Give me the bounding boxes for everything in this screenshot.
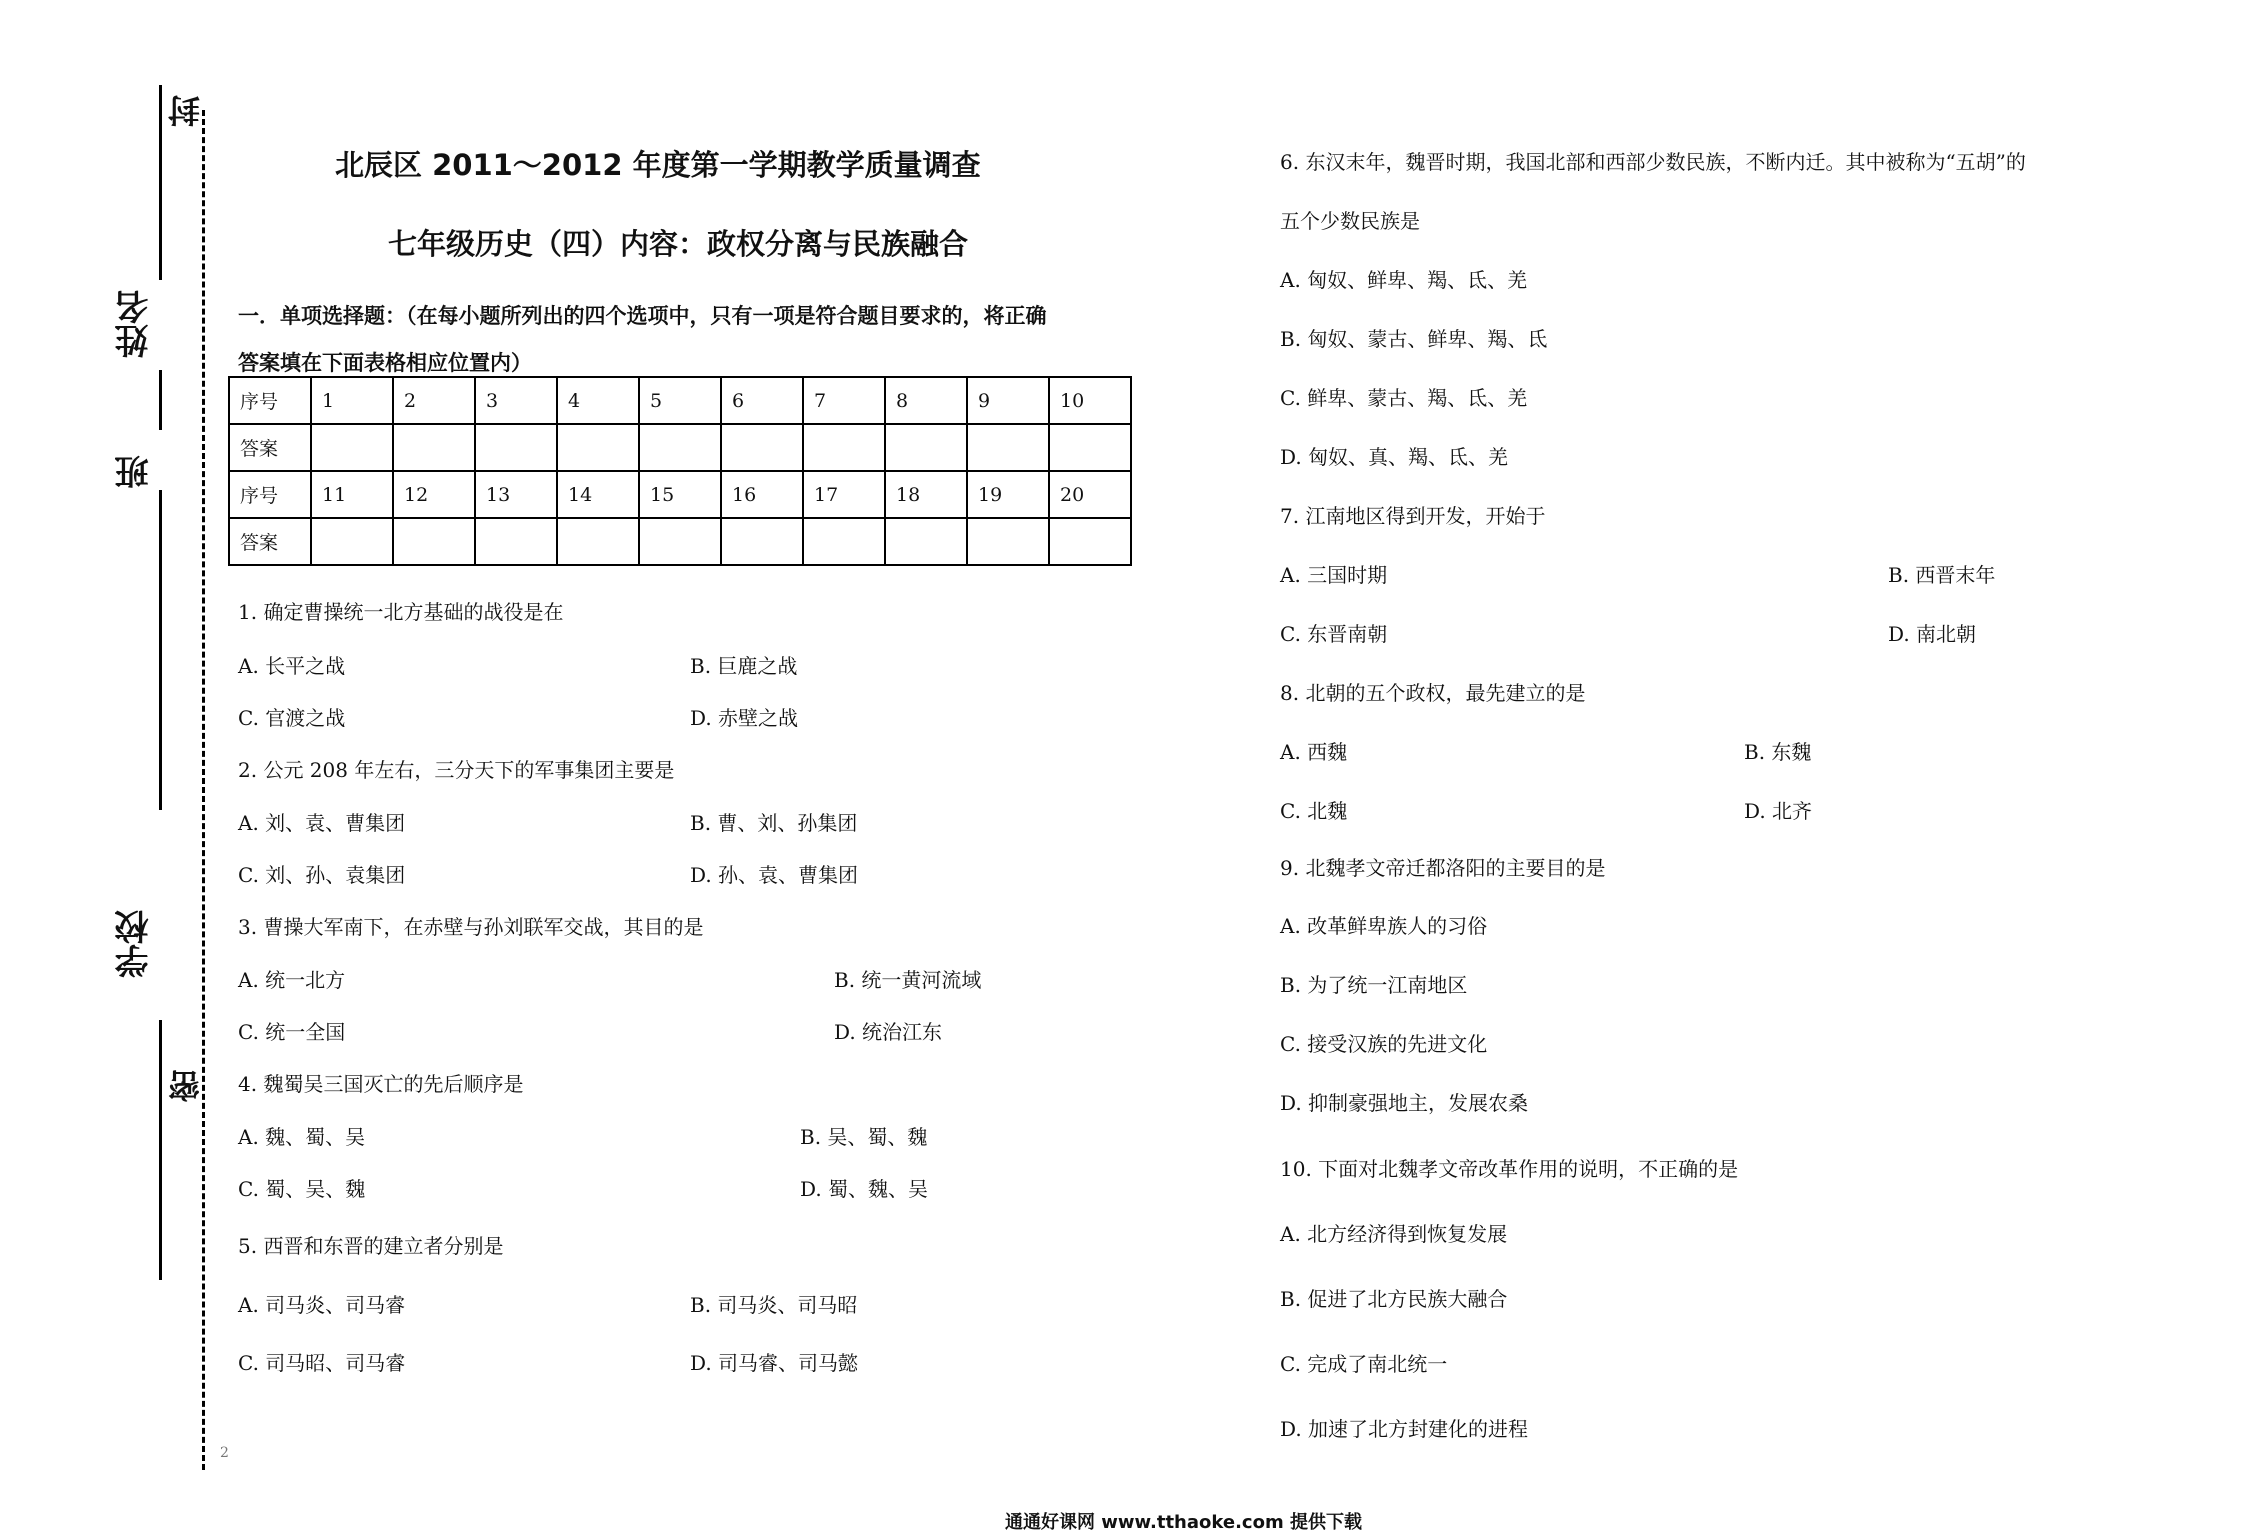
question-option: B. 统一黄河流域 <box>834 968 982 992</box>
table-cell: 20 <box>1049 471 1131 518</box>
question-option: D. 北齐 <box>1744 799 1813 823</box>
table-row <box>229 518 1131 565</box>
question-stem: 3. 曹操大军南下，在赤壁与孙刘联军交战，其目的是 <box>238 915 704 939</box>
table-cell: 3 <box>475 377 557 424</box>
answer-cell[interactable] <box>1049 518 1131 565</box>
answer-cell[interactable] <box>311 424 393 471</box>
question-option: A. 统一北方 <box>238 968 346 992</box>
answer-table <box>228 376 1132 566</box>
table-cell: 7 <box>803 377 885 424</box>
question-option: B. 东魏 <box>1744 740 1812 764</box>
table-cell: 5 <box>639 377 721 424</box>
question-option: D. 司马睿、司马懿 <box>690 1351 859 1375</box>
question-option: B. 吴、蜀、魏 <box>800 1125 928 1149</box>
page-title: 北辰区 2011～2012 年度第一学期教学质量调查 <box>335 148 981 182</box>
table-header-cell: 序号 <box>229 377 311 424</box>
table-cell: 18 <box>885 471 967 518</box>
question-stem: 10. 下面对北魏孝文帝改革作用的说明，不正确的是 <box>1280 1157 1739 1181</box>
question-stem: 7. 江南地区得到开发，开始于 <box>1280 504 1546 528</box>
question-stem: 8. 北朝的五个政权，最先建立的是 <box>1280 681 1586 705</box>
question-option: A. 刘、袁、曹集团 <box>238 811 406 835</box>
answer-cell[interactable] <box>475 518 557 565</box>
question-option: A. 匈奴、鲜卑、羯、氐、羌 <box>1280 268 1528 292</box>
question-option: D. 加速了北方封建化的进程 <box>1280 1417 1529 1441</box>
question-option: C. 司马昭、司马睿 <box>238 1351 406 1375</box>
question-option: B. 司马炎、司马昭 <box>690 1293 858 1317</box>
name-label: 姓名 <box>115 290 155 358</box>
question-option: A. 西魏 <box>1280 740 1348 764</box>
question-option: B. 西晋末年 <box>1888 563 1996 587</box>
answer-cell[interactable] <box>393 518 475 565</box>
answer-cell[interactable] <box>803 424 885 471</box>
question-option: B. 为了统一江南地区 <box>1280 973 1468 997</box>
question-option: C. 蜀、吴、魏 <box>238 1177 366 1201</box>
question-option: A. 长平之战 <box>238 654 346 678</box>
question-option: C. 统一全国 <box>238 1020 346 1044</box>
question-option: C. 接受汉族的先进文化 <box>1280 1032 1488 1056</box>
table-header-cell: 答案 <box>229 518 311 565</box>
question-option: B. 匈奴、蒙古、鲜卑、羯、氐 <box>1280 327 1548 351</box>
answer-cell[interactable] <box>311 518 393 565</box>
binding-line <box>159 1020 162 1280</box>
answer-cell[interactable] <box>639 424 721 471</box>
table-cell: 6 <box>721 377 803 424</box>
answer-cell[interactable] <box>721 424 803 471</box>
question-option: A. 北方经济得到恢复发展 <box>1280 1222 1508 1246</box>
question-option: D. 抑制豪强地主，发展农桑 <box>1280 1091 1529 1115</box>
question-stem: 5. 西晋和东晋的建立者分别是 <box>238 1234 504 1258</box>
question-option: C. 官渡之战 <box>238 706 346 730</box>
answer-cell[interactable] <box>803 518 885 565</box>
question-option: A. 三国时期 <box>1280 563 1388 587</box>
answer-cell[interactable] <box>393 424 475 471</box>
page-subtitle: 七年级历史（四）内容：政权分离与民族融合 <box>388 227 969 261</box>
question-option: A. 改革鲜卑族人的习俗 <box>1280 914 1488 938</box>
binding-line <box>159 370 162 430</box>
table-cell: 13 <box>475 471 557 518</box>
binding-line <box>159 490 162 810</box>
table-cell: 11 <box>311 471 393 518</box>
question-option: C. 完成了南北统一 <box>1280 1352 1448 1376</box>
question-option: D. 蜀、魏、吴 <box>800 1177 929 1201</box>
table-cell: 14 <box>557 471 639 518</box>
school-label: 学校 <box>115 910 155 978</box>
question-option: D. 孙、袁、曹集团 <box>690 863 859 887</box>
table-cell: 16 <box>721 471 803 518</box>
table-cell: 15 <box>639 471 721 518</box>
footer-credit: 通通好课网 www.tthaoke.com 提供下载 <box>1005 1512 1362 1533</box>
question-option: D. 南北朝 <box>1888 622 1977 646</box>
class-label: 班 <box>115 455 155 489</box>
answer-cell[interactable] <box>639 518 721 565</box>
answer-cell[interactable] <box>967 424 1049 471</box>
table-cell: 1 <box>311 377 393 424</box>
table-cell: 4 <box>557 377 639 424</box>
binding-line <box>159 85 162 280</box>
answer-cell[interactable] <box>557 518 639 565</box>
question-option: A. 魏、蜀、吴 <box>238 1125 366 1149</box>
question-option: C. 东晋南朝 <box>1280 622 1388 646</box>
question-option: C. 北魏 <box>1280 799 1348 823</box>
answer-cell[interactable] <box>475 424 557 471</box>
answer-cell[interactable] <box>967 518 1049 565</box>
table-cell: 19 <box>967 471 1049 518</box>
table-cell: 9 <box>967 377 1049 424</box>
question-option: D. 赤壁之战 <box>690 706 799 730</box>
table-cell: 17 <box>803 471 885 518</box>
question-option: D. 统治江东 <box>834 1020 943 1044</box>
answer-cell[interactable] <box>721 518 803 565</box>
table-cell: 12 <box>393 471 475 518</box>
table-row <box>229 377 1131 424</box>
table-row <box>229 424 1131 471</box>
section-instruction: 答案填在下面表格相应位置内） <box>238 351 532 375</box>
answer-cell[interactable] <box>885 424 967 471</box>
table-row <box>229 471 1131 518</box>
table-cell: 2 <box>393 377 475 424</box>
table-cell: 8 <box>885 377 967 424</box>
section-instruction: 一．单项选择题：（在每小题所列出的四个选项中，只有一项是符合题目要求的，将正确 <box>238 304 1047 328</box>
question-stem: 五个少数民族是 <box>1280 209 1420 233</box>
question-option: A. 司马炎、司马睿 <box>238 1293 406 1317</box>
question-stem: 6. 东汉末年，魏晋时期，我国北部和西部少数民族，不断内迁。其中被称为“五胡”的 <box>1280 150 2026 174</box>
question-option: C. 鲜卑、蒙古、羯、氐、羌 <box>1280 386 1528 410</box>
table-header-cell: 答案 <box>229 424 311 471</box>
question-option: B. 促进了北方民族大融合 <box>1280 1287 1508 1311</box>
binding-dashed-line <box>202 110 205 1470</box>
table-header-cell: 序号 <box>229 471 311 518</box>
seal-mark-bottom: 密 <box>167 1070 205 1102</box>
question-stem: 4. 魏蜀吴三国灭亡的先后顺序是 <box>238 1072 524 1096</box>
answer-cell[interactable] <box>885 518 967 565</box>
question-stem: 2. 公元 208 年左右，三分天下的军事集团主要是 <box>238 758 675 782</box>
question-option: B. 巨鹿之战 <box>690 654 798 678</box>
answer-cell[interactable] <box>557 424 639 471</box>
question-stem: 1. 确定曹操统一北方基础的战役是在 <box>238 600 564 624</box>
table-cell: 10 <box>1049 377 1131 424</box>
question-option: D. 匈奴、真、羯、氐、羌 <box>1280 445 1509 469</box>
question-stem: 9. 北魏孝文帝迁都洛阳的主要目的是 <box>1280 856 1606 880</box>
question-option: C. 刘、孙、袁集团 <box>238 863 406 887</box>
question-option: B. 曹、刘、孙集团 <box>690 811 858 835</box>
page-mark: 2 <box>220 1445 229 1461</box>
seal-mark-top: 封 <box>167 95 205 127</box>
answer-cell[interactable] <box>1049 424 1131 471</box>
